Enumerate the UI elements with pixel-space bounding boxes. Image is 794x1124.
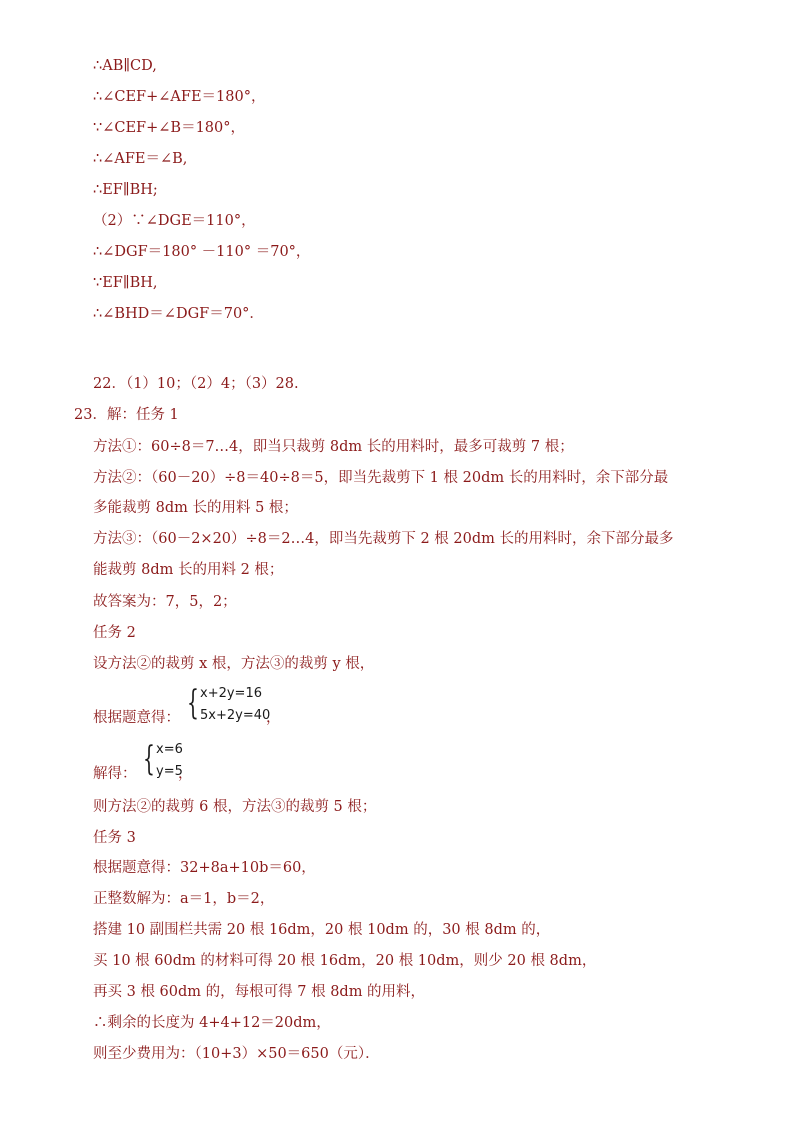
task-3-integer-solution: 正整数解为：a＝1，b＝2， [93,891,275,907]
proof-line-8: ∵EF∥BH, [93,275,158,291]
method-3-line-a: 方法③：（60－2×20）÷8＝2…4，即当先裁剪下 2 根 20dm 长的用料时，余下部分最多 [93,531,674,547]
solution-brace: { [143,739,155,779]
task-3-buy-10: 买 10 根 60dm 的材料可得 20 根 16dm，20 根 10dm，则少 20 根 8dm， [93,953,597,969]
method-3-line-b: 能裁剪 8dm 长的用料 2 根； [93,562,284,578]
method-1-line: 方法①：60÷8＝7…4，即当只裁剪 8dm 长的用料时，最多可裁剪 7 根； [93,439,574,455]
equation-2: 5x+2y=40 [200,708,271,723]
task-2-heading: 任务 2 [93,625,136,641]
task-3-min-cost: 则至少费用为：（10+3）×50＝650（元）． [93,1046,380,1062]
equation-comma: ， [266,710,281,726]
variable-setup: 设方法②的裁剪 x 根，方法③的裁剪 y 根， [93,656,375,672]
proof-line-1: ∴AB∥CD, [93,58,157,74]
solution-1: x=6 [156,742,183,757]
equation-brace: { [187,683,199,723]
solution-2: y=5 [156,764,183,779]
method-2-line-a: 方法②：（60－20）÷8＝40÷8＝5，即当先裁剪下 1 根 20dm 长的用料时，余下部分最 [93,470,669,486]
task-3-need: 搭建 10 副围栏共需 20 根 16dm，20 根 10dm 的，30 根 8dm 的， [93,922,551,938]
task-3-buy-3: 再买 3 根 60dm 的，每根可得 7 根 8dm 的用料， [93,984,426,1000]
proof-line-2: ∴∠CEF+∠AFE＝180°， [93,89,266,105]
proof-line-7: ∴∠DGF＝180° －110° ＝70°， [93,244,311,260]
task-3-remainder: ∴剩余的长度为 4+4+12＝20dm， [93,1015,331,1031]
answer-task-1: 故答案为：7，5，2； [93,594,237,610]
task-3-heading: 任务 3 [93,830,136,846]
solution-label: 解得： [93,766,137,782]
proof-line-9: ∴∠BHD＝∠DGF＝70°． [93,306,264,322]
task-2-result: 则方法②的裁剪 6 根，方法③的裁剪 5 根； [93,799,377,815]
proof-line-4: ∴∠AFE＝∠B, [93,151,188,167]
method-2-line-b: 多能裁剪 8dm 长的用料 5 根； [93,500,298,516]
solution-comma: ， [178,766,193,782]
equation-label: 根据题意得： [93,710,180,726]
proof-line-5: ∴EF∥BH; [93,182,158,198]
equation-1: x+2y=16 [200,686,262,701]
question-22-answer: 22．（1）10；（2）4；（3）28. [93,376,299,392]
task-3-equation: 根据题意得：32+8a+10b＝60， [93,860,316,876]
equation-system [200,685,270,725]
proof-line-6: （2）∵∠DGE＝110°， [93,213,256,229]
question-23-heading: 23．解：任务 1 [74,407,179,423]
proof-line-3: ∵∠CEF+∠B＝180°， [93,120,245,136]
